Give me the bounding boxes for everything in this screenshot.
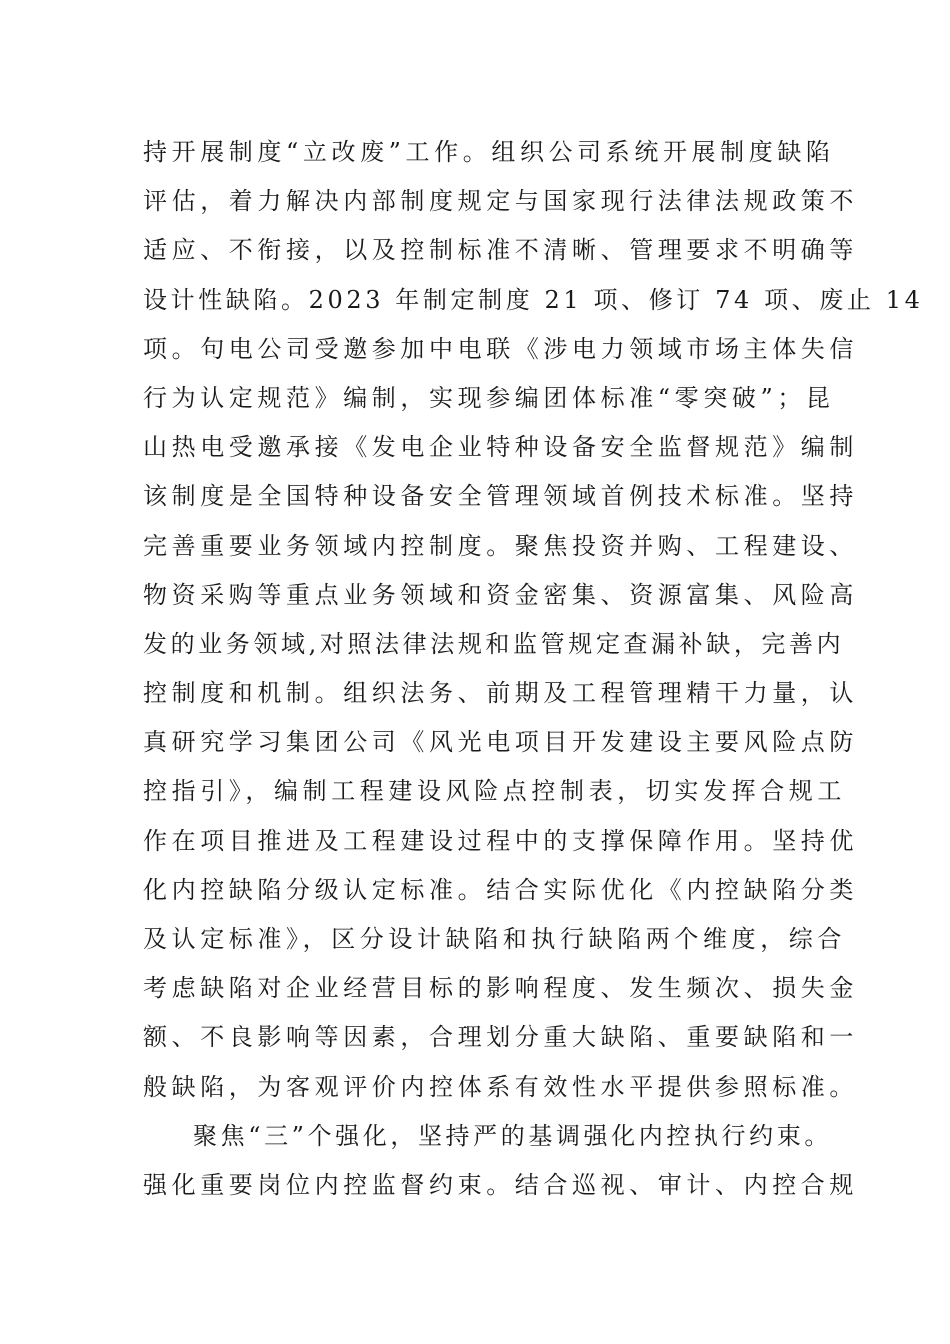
text-line: 评估，着力解决内部制度规定与国家现行法律法规政策不	[143, 187, 858, 216]
text-line: 完善重要业务领域内控制度。聚焦投资并购、工程建设、	[143, 531, 858, 560]
text-line: 作在项目推进及工程建设过程中的支撑保障作用。坚持优	[143, 826, 858, 855]
text-line: 物资采购等重点业务领域和资金密集、资源富集、风险高	[143, 580, 858, 609]
document-body	[143, 128, 924, 1210]
paragraph-first-line: 聚焦“三”个强化，坚持严的基调强化内控执行约束。	[193, 1121, 832, 1150]
text-line: 真研究学习集团公司《风光电项目开发建设主要风险点防	[143, 728, 858, 757]
text-line: 控制度和机制。组织法务、前期及工程管理精干力量，认	[143, 679, 858, 708]
text-line: 持开展制度“立改废”工作。组织公司系统开展制度缺陷	[143, 138, 835, 166]
text-line: 设计性缺陷。2023 年制定制度 21 项、修订 74 项、废止 14	[143, 285, 924, 314]
text-line: 发的业务领域,对照法律法规和监管规定查漏补缺，完善内	[143, 629, 845, 658]
text-line: 山热电受邀承接《发电企业特种设备安全监督规范》编制	[143, 433, 858, 462]
text-line: 行为认定规范》编制，实现参编团体标准“零突破”；昆	[143, 383, 835, 412]
text-line: 额、不良影响等因素，合理划分重大缺陷、重要缺陷和一	[143, 1023, 858, 1052]
text-line: 及认定标准》，区分设计缺陷和执行缺陷两个维度，综合	[143, 925, 846, 953]
text-line: 该制度是全国特种设备安全管理领域首例技术标准。坚持	[143, 482, 858, 511]
text-line: 化内控缺陷分级认定标准。结合实际优化《内控缺陷分类	[143, 875, 858, 904]
text-line: 控指引》，编制工程建设风险点控制表，切实发挥合规工	[143, 777, 846, 806]
text-line: 强化重要岗位内控监督约束。结合巡视、审计、内控合规	[143, 1170, 858, 1199]
text-line: 适应、不衔接，以及控制标准不清晰、管理要求不明确等	[143, 236, 858, 265]
text-line: 考虑缺陷对企业经营目标的影响程度、发生频次、损失金	[143, 974, 858, 1003]
text-line: 般缺陷，为客观评价内控体系有效性水平提供参照标准。	[143, 1072, 858, 1101]
text-line: 项。句电公司受邀参加中电联《涉电力领域市场主体失信	[143, 334, 858, 363]
